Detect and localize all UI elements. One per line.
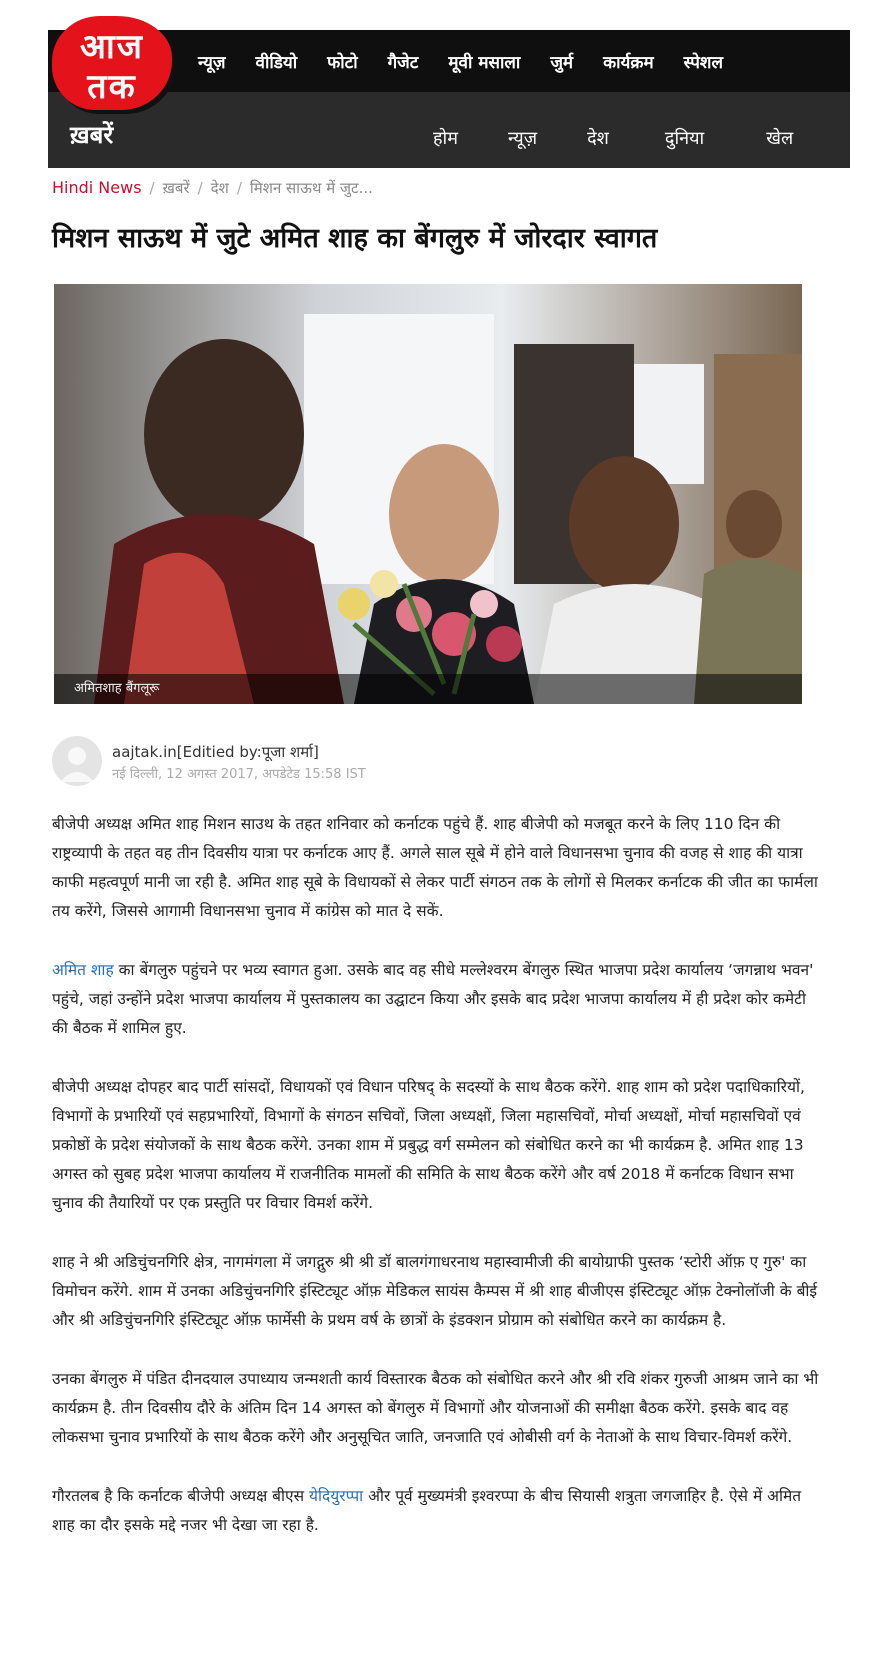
site-header	[48, 27, 850, 168]
breadcrumb-item-khabren[interactable]: ख़बरें	[162, 179, 190, 197]
subnav-item-duniya[interactable]: दुनिया	[664, 128, 705, 149]
breadcrumb-item-desh[interactable]: देश	[210, 179, 229, 197]
paragraph-2-text: का बेंगलुरु पहुंचने पर भव्य स्वागत हुआ. उसके बाद वह सीधे मल्लेश्वरम बेंगलुरु स्थित भाजपा प्रदेश कार्यालय ‘जगन्नाथ भवन' पहुंचे, जहां उन्होंने प्रदेश भाजपा कार्यालय में पुस्तकालय का उद्घाटन किया और इसके बाद प्रदेश भाजपा कार्यालय में ही प्रदेश कोर कमेटी की बैठक में शामिल हुए.	[52, 961, 814, 1037]
nav-item-video[interactable]: वीडियो	[255, 52, 298, 73]
aajtak-logo[interactable]	[52, 16, 172, 110]
breadcrumb-item-home[interactable]: Hindi News	[52, 178, 142, 197]
subnav-item-news[interactable]: न्यूज़	[507, 128, 538, 149]
nav-item-special[interactable]: स्पेशल	[683, 52, 723, 73]
paragraph-1: बीजेपी अध्यक्ष अमित शाह मिशन साउथ के तहत शनिवार को कर्नाटक पहुंचे हैं. शाह बीजेपी को मजबूत करने के लिए 110 दिन की राष्ट्रव्यापी के तहत वह तीन दिवसीय यात्रा पर कर्नाटक आए हैं. अगले साल सूबे में होने वाले विधानसभा चुनाव की वजह से शाह की यात्रा काफी महत्वपूर्ण मानी जा रही है. अमित शाह सूबे के विधायकों से लेकर पार्टी संगठन तक के लोगों से मिलकर कर्नाटक की जीत का फार्मला तय करेंगे, जिससे आगामी विधानसभा चुनाव में कांग्रेस को मात दे सकें.	[52, 815, 818, 920]
article-body	[52, 810, 822, 1570]
nav-item-movie-masala[interactable]: मूवी मसाला	[448, 52, 521, 73]
image-caption: अमितशाह बैंगलूरू	[54, 674, 802, 704]
paragraph-3: बीजेपी अध्यक्ष दोपहर बाद पार्टी सांसदों, विधायकों एवं विधान परिषद् के सदस्यों के साथ बैठक करेंगे. शाह शाम को प्रदेश पदाधिकारियों, विभागों के प्रभारियों एवं सहप्रभारियों, विभागों के संगठन सचिवों, जिला अध्यक्षों, जिला महासचिवों, मोर्चा अध्यक्षों, मोर्चा महासचिवों एवं प्रकोष्ठों के प्रदेश संयोजकों के साथ बैठक करेंगे. उनका शाम में प्रबुद्ध वर्ग सम्मेलन को संबोधित करने का भी कार्यक्रम है. अमित शाह 13 अगस्त को सुबह प्रदेश भाजपा कार्यालय में राजनीतिक मामलों की समिति के साथ बैठक करेंगे और वर्ष 2018 में कर्नाटक विधान सभा चुनाव की तैयारियों पर एक प्रस्तुति पर विचार विमर्श करेंगे.	[52, 1078, 805, 1212]
paragraph-5: उनका बेंगलुरु में पंडित दीनदयाल उपाध्याय जन्मशती कार्य विस्तारक बैठक को संबोधित करने और श्री रवि शंकर गुरुजी आश्रम जाने का भी कार्यक्रम है. तीन दिवसीय दौरे के अंतिम दिन 14 अगस्त को बेंगलुरु में विभागों और योजनाओं की समीक्षा बैठक करेंगे. इसके बाद वह लोकसभा चुनाव प्रभारियों के साथ बैठक करेंगे और अनुसूचित जाति, जनजाति एवं ओबीसी वर्ग के नेताओं के साथ विचार-विमर्श करेंगे.	[52, 1370, 819, 1446]
nav-item-programs[interactable]: कार्यक्रम	[603, 52, 654, 73]
hero-photo	[54, 284, 802, 704]
subnav-item-home[interactable]: होम	[433, 128, 458, 149]
paragraph-6	[52, 1482, 822, 1540]
nav-item-gadget[interactable]: गैजेट	[387, 52, 419, 73]
paragraph-6-text-start: गौरतलब है कि कर्नाटक बीजेपी अध्यक्ष बीएस	[52, 1487, 310, 1505]
section-label: ख़बरें	[70, 121, 114, 149]
paragraph-4: शाह ने श्री अडिचुंचनगिरि क्षेत्र, नागमंगला में जगद्गुरु श्री श्री डॉ बालगंगाधरनाथ महास्वामीजी की बायोग्राफी पुस्तक ‘स्टोरी ऑफ़ ए गुरु' का विमोचन करेंगे. शाम में उनका अडिचुंचनगिरि इंस्टिट्यूट ऑफ़ मेडिकल सायंस कैम्पस में श्री शाह बीजीएस इंस्टिट्यूट ऑफ़ टेक्नोलॉजी के बीई और श्री अडिचुंचनगिरि इंस्टिट्यूट ऑफ़ फार्मेसी के प्रथम वर्ष के छात्रों के इंडक्शन प्रोग्राम को संबोधित करने का कार्यक्रम है.	[52, 1253, 818, 1329]
link-yeddyurappa[interactable]: येदियुरप्पा	[309, 1487, 364, 1505]
logo-text-top: आज	[80, 27, 144, 67]
logo-text-bottom: तक	[87, 67, 137, 107]
paragraph-6-text-end: और पूर्व मुख्यमंत्री इश्वरप्पा के बीच सियासी शत्रुता जगजाहिर है. ऐसे में अमित शाह का दौर इसके मद्दे नजर भी देखा जा रहा है.	[52, 1487, 802, 1534]
article-hero-image	[54, 284, 802, 704]
author-name[interactable]: aajtak.in[Editied by:पूजा शर्मा]	[112, 743, 319, 761]
breadcrumb-separator: /	[149, 179, 155, 197]
primary-nav	[198, 30, 753, 92]
subnav-item-khel[interactable]: खेल	[766, 128, 794, 149]
subnav-item-desh[interactable]: देश	[587, 128, 609, 149]
link-amit-shah[interactable]: अमित शाह	[52, 961, 114, 979]
secondary-nav	[433, 126, 793, 150]
breadcrumb-separator: /	[197, 179, 203, 197]
article-title: मिशन साऊथ में जुटे अमित शाह का बेंगलुरु में जोरदार स्वागत	[52, 223, 658, 254]
breadcrumb-item-current: मिशन साऊथ में जुट...	[249, 179, 373, 197]
nav-item-photo[interactable]: फोटो	[327, 52, 358, 73]
breadcrumb	[52, 178, 373, 198]
user-avatar-icon	[52, 736, 102, 786]
nav-item-crime[interactable]: जुर्म	[550, 52, 574, 73]
nav-item-news[interactable]: न्यूज़	[198, 52, 226, 73]
paragraph-2	[52, 956, 822, 1043]
article-dateline: नई दिल्ली, 12 अगस्त 2017, अपडेटेड 15:58 IST	[112, 767, 366, 782]
breadcrumb-separator: /	[236, 179, 242, 197]
